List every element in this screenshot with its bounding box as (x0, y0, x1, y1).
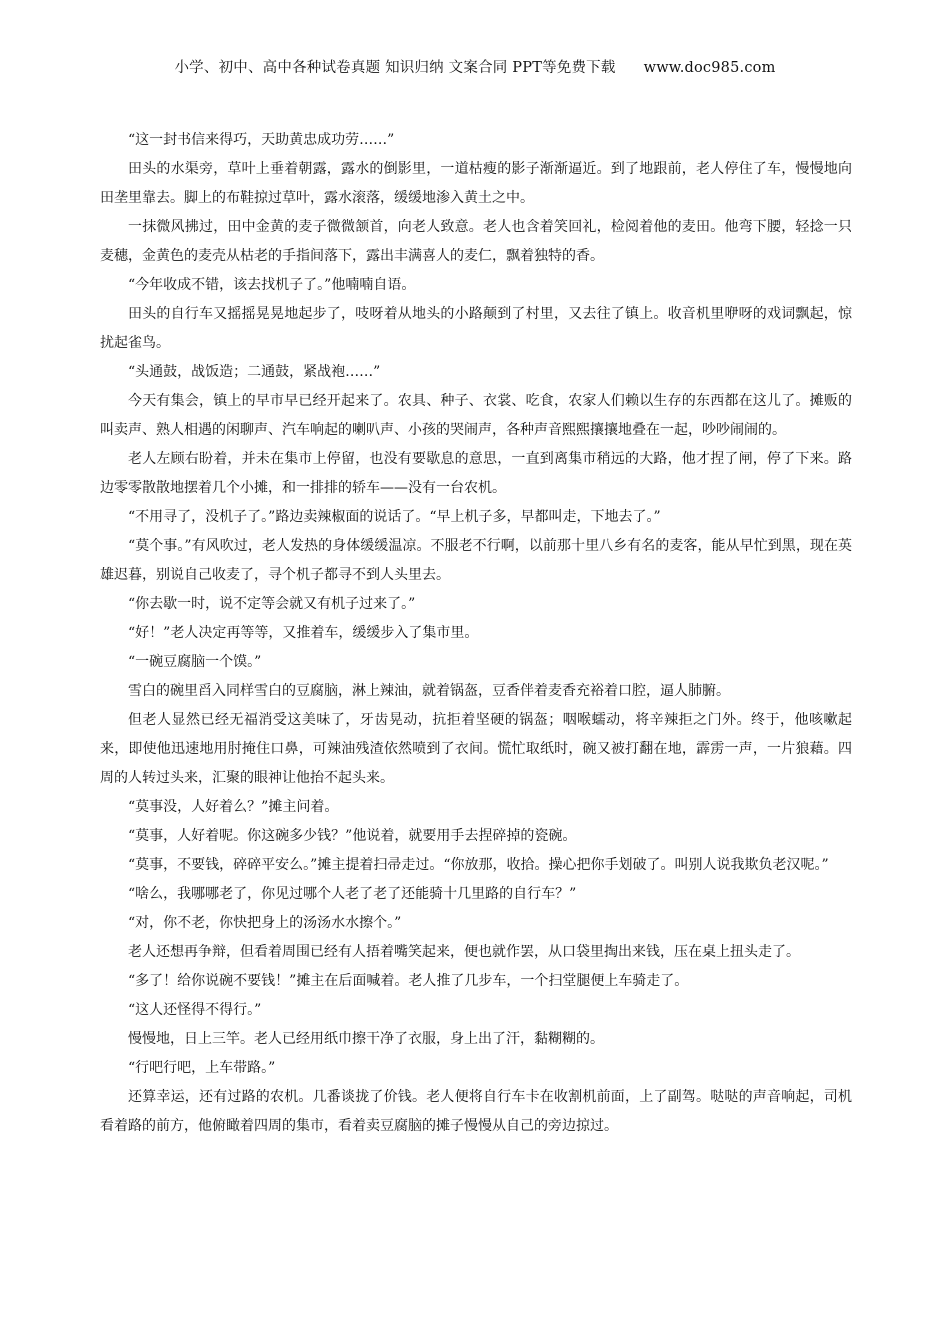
paragraph: 田头的自行车又摇摇晃晃地起步了，吱呀着从地头的小路颠到了村里，又去往了镇上。收音机里咿呀的戏词飘起，惊扰起雀鸟。 (100, 306, 852, 351)
paragraph: 今天有集会，镇上的早市早已经开起来了。农具、种子、衣裳、吃食，农家人们赖以生存的东西都在这儿了。摊贩的叫卖声、熟人相遇的闲聊声、汽车响起的喇叭声、小孩的哭闹声，各种声音熙熙攘攘地叠在一起，吵吵闹闹的。 (100, 393, 852, 438)
paragraph: “莫事，人好着呢。你这碗多少钱？”他说着，就要用手去捏碎掉的瓷碗。 (128, 828, 577, 844)
paragraph: “今年收成不错，该去找机子了。”他喃喃自语。 (128, 277, 416, 293)
paragraph: “莫事没，人好着么？”摊主问着。 (128, 799, 339, 815)
paragraph: “这一封书信来得巧，天助黄忠成功劳……” (128, 132, 395, 148)
paragraph: 老人左顾右盼着，并未在集市上停留，也没有要歇息的意思，一直到离集市稍远的大路，他才捏了闸，停了下来。路边零零散散地摆着几个小摊，和一排排的轿车——没有一台农机。 (100, 451, 852, 496)
paragraph: “莫事，不要钱，碎碎平安么。”摊主提着扫帚走过。“你放那，收拾。操心把你手划破了。叫别人说我欺负老汉呢。” (128, 857, 829, 873)
paragraph: “不用寻了，没机子了。”路边卖辣椒面的说话了。“早上机子多，早都叫走，下地去了。” (128, 509, 661, 525)
paragraph: 慢慢地，日上三竿。老人已经用纸巾擦干净了衣服，身上出了汗，黏糊糊的。 (128, 1031, 604, 1047)
paragraph: 一抹微风拂过，田中金黄的麦子微微颔首，向老人致意。老人也含着笑回礼，检阅着他的麦田。他弯下腰，轻捻一只麦穗，金黄色的麦壳从枯老的手指间落下，露出丰满喜人的麦仁，飘着独特的香。 (100, 219, 852, 264)
header-url[interactable]: www.doc985.com (643, 60, 776, 76)
paragraph: “对，你不老，你快把身上的汤汤水水擦个。” (128, 915, 402, 931)
paragraph: “你去歇一时，说不定等会就又有机子过来了。” (128, 596, 416, 612)
paragraph: “一碗豆腐脑一个馍。” (128, 654, 262, 670)
paragraph: “好！”老人决定再等等，又推着车，缓缓步入了集市里。 (128, 625, 479, 641)
header-text: 小学、初中、高中各种试卷真题 知识归纳 文案合同 PPT等免费下载 (174, 60, 616, 76)
paragraph: 但老人显然已经无福消受这美味了，牙齿晃动，抗拒着坚硬的锅盔；咽喉蠕动，将辛辣拒之门外。终于，他咳嗽起来，即使他迅速地用肘掩住口鼻，可辣油残渣依然喷到了衣间。慌忙取纸时，碗又被打翻在地，霹雳一声，一片狼藉。四周的人转过头来，汇聚的眼神让他抬不起头来。 (100, 712, 852, 786)
paragraph: “莫个事。”有风吹过，老人发热的身体缓缓温凉。不服老不行啊，以前那十里八乡有名的麦客，能从早忙到黑，现在英雄迟暮，别说自己收麦了，寻个机子都寻不到人头里去。 (100, 538, 852, 583)
paragraph: “多了！给你说碗不要钱！”摊主在后面喊着。老人推了几步车，一个扫堂腿便上车骑走了。 (128, 973, 689, 989)
paragraph: 还算幸运，还有过路的农机。几番谈拢了价钱。老人便将自行车卡在收割机前面，上了副驾。哒哒的声音响起，司机看着路的前方，他俯瞰着四周的集市，看着卖豆腐脑的摊子慢慢从自己的旁边掠过。 (100, 1089, 852, 1134)
article-body (100, 126, 852, 1141)
paragraph: 老人还想再争辩，但看着周围已经有人捂着嘴笑起来，便也就作罢，从口袋里掏出来钱，压在桌上扭头走了。 (128, 944, 800, 960)
paragraph: 田头的水渠旁，草叶上垂着朝露，露水的倒影里，一道枯瘦的影子渐渐逼近。到了地跟前，老人停住了车，慢慢地向田垄里靠去。脚上的布鞋掠过草叶，露水滚落，缓缓地渗入黄土之中。 (100, 161, 852, 206)
page-header (0, 56, 950, 77)
paragraph: “行吧行吧，上车带路。” (128, 1060, 276, 1076)
paragraph: “头通鼓，战饭造；二通鼓，紧战袍……” (128, 364, 381, 380)
paragraph: “这人还怪得不得行。” (128, 1002, 262, 1018)
paragraph: 雪白的碗里舀入同样雪白的豆腐脑，淋上辣油，就着锅盔，豆香伴着麦香充裕着口腔，逼人肺腑。 (128, 683, 730, 699)
paragraph: “啥么，我哪哪老了，你见过哪个人老了老了还能骑十几里路的自行车？” (128, 886, 577, 902)
